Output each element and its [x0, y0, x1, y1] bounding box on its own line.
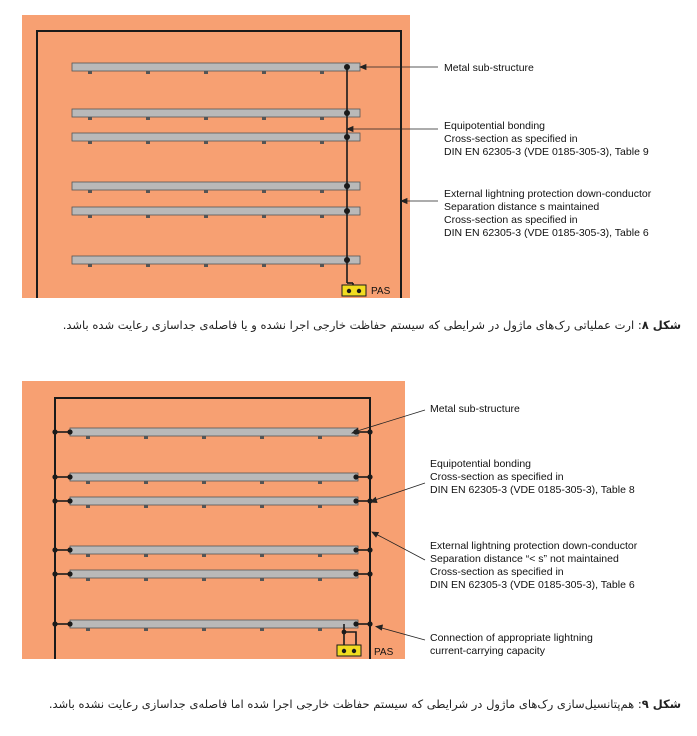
- caption-text: : هم‌پتانسیل‌سازی رک‌های ماژول در شرایطی که سیستم حفاظت خارجی اجرا شده اما فاصله‌ی جداسازی رعایت نشده باشد.: [48, 697, 642, 711]
- figure-2-caption: [49, 697, 681, 711]
- caption-text: : ارت عملیاتی رک‌های ماژول در شرایطی که سیستم حفاظت خارجی اجرا نشده و یا فاصله‌ی جداسازی رعایت شده باشد.: [62, 318, 642, 332]
- rail: [72, 256, 360, 264]
- figure-2-diagram: [0, 340, 697, 680]
- caption-figure-number: شکل ۸: [641, 318, 681, 332]
- figure-1-diagram: [0, 0, 697, 310]
- rail: [72, 133, 360, 141]
- figure-2-background: [22, 381, 405, 659]
- rail: [70, 570, 358, 578]
- pas-terminal: [342, 285, 366, 296]
- label-metal-sub-structure: Metal sub-structure: [430, 403, 520, 415]
- label-connection: Connection of appropriate lightning current-carrying capacity: [430, 632, 593, 657]
- rail: [70, 473, 358, 481]
- label-equipotential-bonding: Equipotential bonding Cross-section as specified in DIN EN 62305-3 (VDE 0185-305-3), Table 9: [444, 120, 649, 158]
- figure-1-caption: [63, 318, 681, 332]
- rail: [72, 109, 360, 117]
- label-down-conductor: External lightning protection down-conductor Separation distance s maintained Cross-section as specified in DIN EN 62305-3 (VDE 0185-305-3), Table 6: [444, 188, 652, 239]
- caption-figure-number: شکل ۹: [641, 697, 681, 711]
- connection-dot: [342, 630, 347, 635]
- figure-1-background: [22, 15, 410, 298]
- pas-label: PAS: [371, 286, 391, 297]
- rail: [70, 428, 358, 436]
- rail: [72, 63, 360, 71]
- rail: [72, 182, 360, 190]
- pas-label: PAS: [374, 647, 394, 658]
- rail: [70, 546, 358, 554]
- rail: [72, 207, 360, 215]
- rail: [70, 497, 358, 505]
- pas-terminal: [337, 645, 361, 656]
- label-down-conductor: External lightning protection down-conductor Separation distance “< s” not maintained Cross-section as specified in DIN EN 62305-3 (VDE 0185-305-3), Table 6: [430, 540, 638, 591]
- rail: [70, 620, 358, 628]
- label-metal-sub-structure: Metal sub-structure: [444, 62, 534, 74]
- label-equipotential-bonding: Equipotential bonding Cross-section as specified in DIN EN 62305-3 (VDE 0185-305-3), Table 8: [430, 458, 635, 496]
